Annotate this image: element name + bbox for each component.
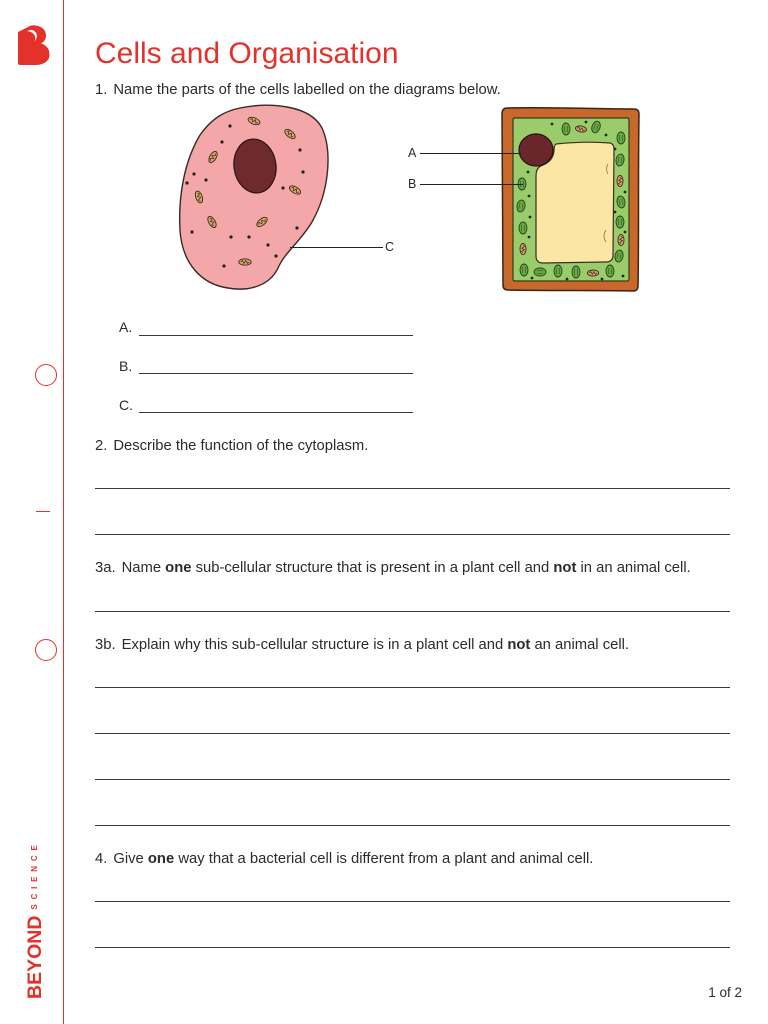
answer-label-c: C. bbox=[119, 397, 133, 413]
ribosome-dot bbox=[185, 181, 188, 184]
plant-cell-nucleus bbox=[519, 134, 553, 166]
ribosome-dot bbox=[624, 231, 627, 234]
question-number: 2. bbox=[95, 438, 108, 454]
chloroplast bbox=[617, 132, 625, 144]
chloroplast bbox=[606, 265, 614, 277]
ribosome-dot bbox=[247, 235, 250, 238]
page-title: Cells and Organisation bbox=[95, 37, 399, 70]
fold-mark bbox=[36, 511, 50, 512]
ribosome-dot bbox=[622, 275, 625, 278]
brand-wordmark bbox=[24, 829, 46, 999]
ribosome-dot bbox=[531, 277, 534, 280]
diagram-label-c: C bbox=[385, 240, 395, 254]
answer-line bbox=[139, 373, 413, 374]
chloroplast bbox=[519, 222, 527, 234]
ribosome-dot bbox=[301, 170, 304, 173]
answer-label-b: B. bbox=[119, 358, 133, 374]
mitochondrion bbox=[587, 270, 598, 276]
ribosome-dot bbox=[585, 121, 588, 124]
answer-line bbox=[95, 779, 730, 780]
ribosome-dot bbox=[528, 195, 531, 198]
mitochondrion bbox=[520, 243, 526, 254]
question-text-segment: an animal cell. bbox=[530, 637, 630, 653]
question-text-segment: Give bbox=[113, 851, 148, 867]
hole-punch-marker bbox=[35, 639, 57, 661]
chloroplast bbox=[572, 266, 580, 278]
answer-line bbox=[95, 488, 730, 489]
ribosome-dot bbox=[605, 134, 608, 137]
emphasis-word: not bbox=[553, 560, 577, 576]
answer-line bbox=[95, 534, 730, 535]
ribosome-dot bbox=[204, 178, 207, 181]
brand-tagline: SCIENCE bbox=[30, 840, 39, 910]
answer-line bbox=[139, 412, 413, 413]
margin-line bbox=[63, 0, 64, 1024]
ribosome-dot bbox=[229, 235, 232, 238]
question-4 bbox=[95, 850, 593, 868]
ribosome-dot bbox=[566, 278, 569, 281]
ribosome-dot bbox=[298, 148, 301, 151]
ribosome-dot bbox=[190, 230, 193, 233]
brand-name: BEYOND bbox=[24, 915, 46, 999]
label-a-leader-line bbox=[420, 153, 521, 154]
ribosome-dot bbox=[614, 148, 617, 151]
ribosome-dot bbox=[529, 216, 532, 219]
ribosome-dot bbox=[527, 171, 530, 174]
answer-line bbox=[95, 825, 730, 826]
ribosome-dot bbox=[192, 172, 195, 175]
page-number: 1 of 2 bbox=[708, 985, 742, 1000]
mitochondrion bbox=[617, 175, 623, 186]
emphasis-word: one bbox=[165, 560, 192, 576]
diagram-label-a: A bbox=[408, 146, 417, 160]
question-2 bbox=[95, 437, 368, 455]
question-text-segment: in an animal cell. bbox=[576, 560, 691, 576]
answer-label-a: A. bbox=[119, 319, 133, 335]
hole-punch-marker bbox=[35, 364, 57, 386]
question-3a bbox=[95, 559, 691, 577]
ribosome-dot bbox=[551, 123, 554, 126]
question-text-segment: Explain why this sub-cellular structure is in a plant cell and bbox=[121, 637, 508, 653]
ribosome-dot bbox=[266, 243, 269, 246]
question-number: 3b. bbox=[95, 637, 116, 653]
label-b-leader-line bbox=[420, 184, 523, 185]
chloroplast bbox=[554, 265, 562, 277]
diagram-label-b: B bbox=[408, 177, 417, 191]
chloroplast bbox=[616, 216, 624, 228]
label-c-leader-line bbox=[290, 247, 383, 248]
ribosome-dot bbox=[228, 124, 231, 127]
question-number: 1. bbox=[95, 82, 108, 98]
ribosome-dot bbox=[601, 278, 604, 281]
emphasis-word: one bbox=[147, 851, 175, 867]
answer-line bbox=[95, 611, 730, 612]
ribosome-dot bbox=[222, 264, 225, 267]
ribosome-dot bbox=[614, 211, 617, 214]
ribosome-dot bbox=[295, 226, 298, 229]
question-text: Name the parts of the cells labelled on the diagrams below. bbox=[113, 82, 501, 98]
plant-cell-illustration bbox=[498, 104, 644, 296]
answer-line bbox=[139, 335, 413, 336]
chloroplast bbox=[520, 264, 528, 276]
answer-line bbox=[95, 687, 730, 688]
animal-cell-illustration bbox=[170, 100, 340, 300]
ribosome-dot bbox=[220, 140, 223, 143]
answer-line bbox=[95, 733, 730, 734]
beyond-science-logo-icon bbox=[15, 23, 51, 67]
question-text-segment: Name bbox=[121, 560, 166, 576]
emphasis-word: not bbox=[507, 637, 531, 653]
question-number: 4. bbox=[95, 851, 108, 867]
ribosome-dot bbox=[274, 254, 277, 257]
question-text: Describe the function of the cytoplasm. bbox=[113, 438, 369, 454]
chloroplast bbox=[534, 268, 546, 276]
ribosome-dot bbox=[281, 186, 284, 189]
answer-line bbox=[95, 947, 730, 948]
question-text-segment: way that a bacterial cell is different from a plant and animal cell. bbox=[174, 851, 594, 867]
mitochondrion bbox=[618, 234, 624, 245]
answer-line bbox=[95, 901, 730, 902]
question-text-segment: sub-cellular structure that is present in a plant cell and bbox=[191, 560, 554, 576]
ribosome-dot bbox=[528, 236, 531, 239]
ribosome-dot bbox=[624, 191, 627, 194]
question-1 bbox=[95, 81, 501, 99]
chloroplast bbox=[562, 123, 570, 135]
question-3b bbox=[95, 636, 629, 654]
question-number: 3a. bbox=[95, 560, 116, 576]
mitochondrion bbox=[239, 259, 251, 265]
